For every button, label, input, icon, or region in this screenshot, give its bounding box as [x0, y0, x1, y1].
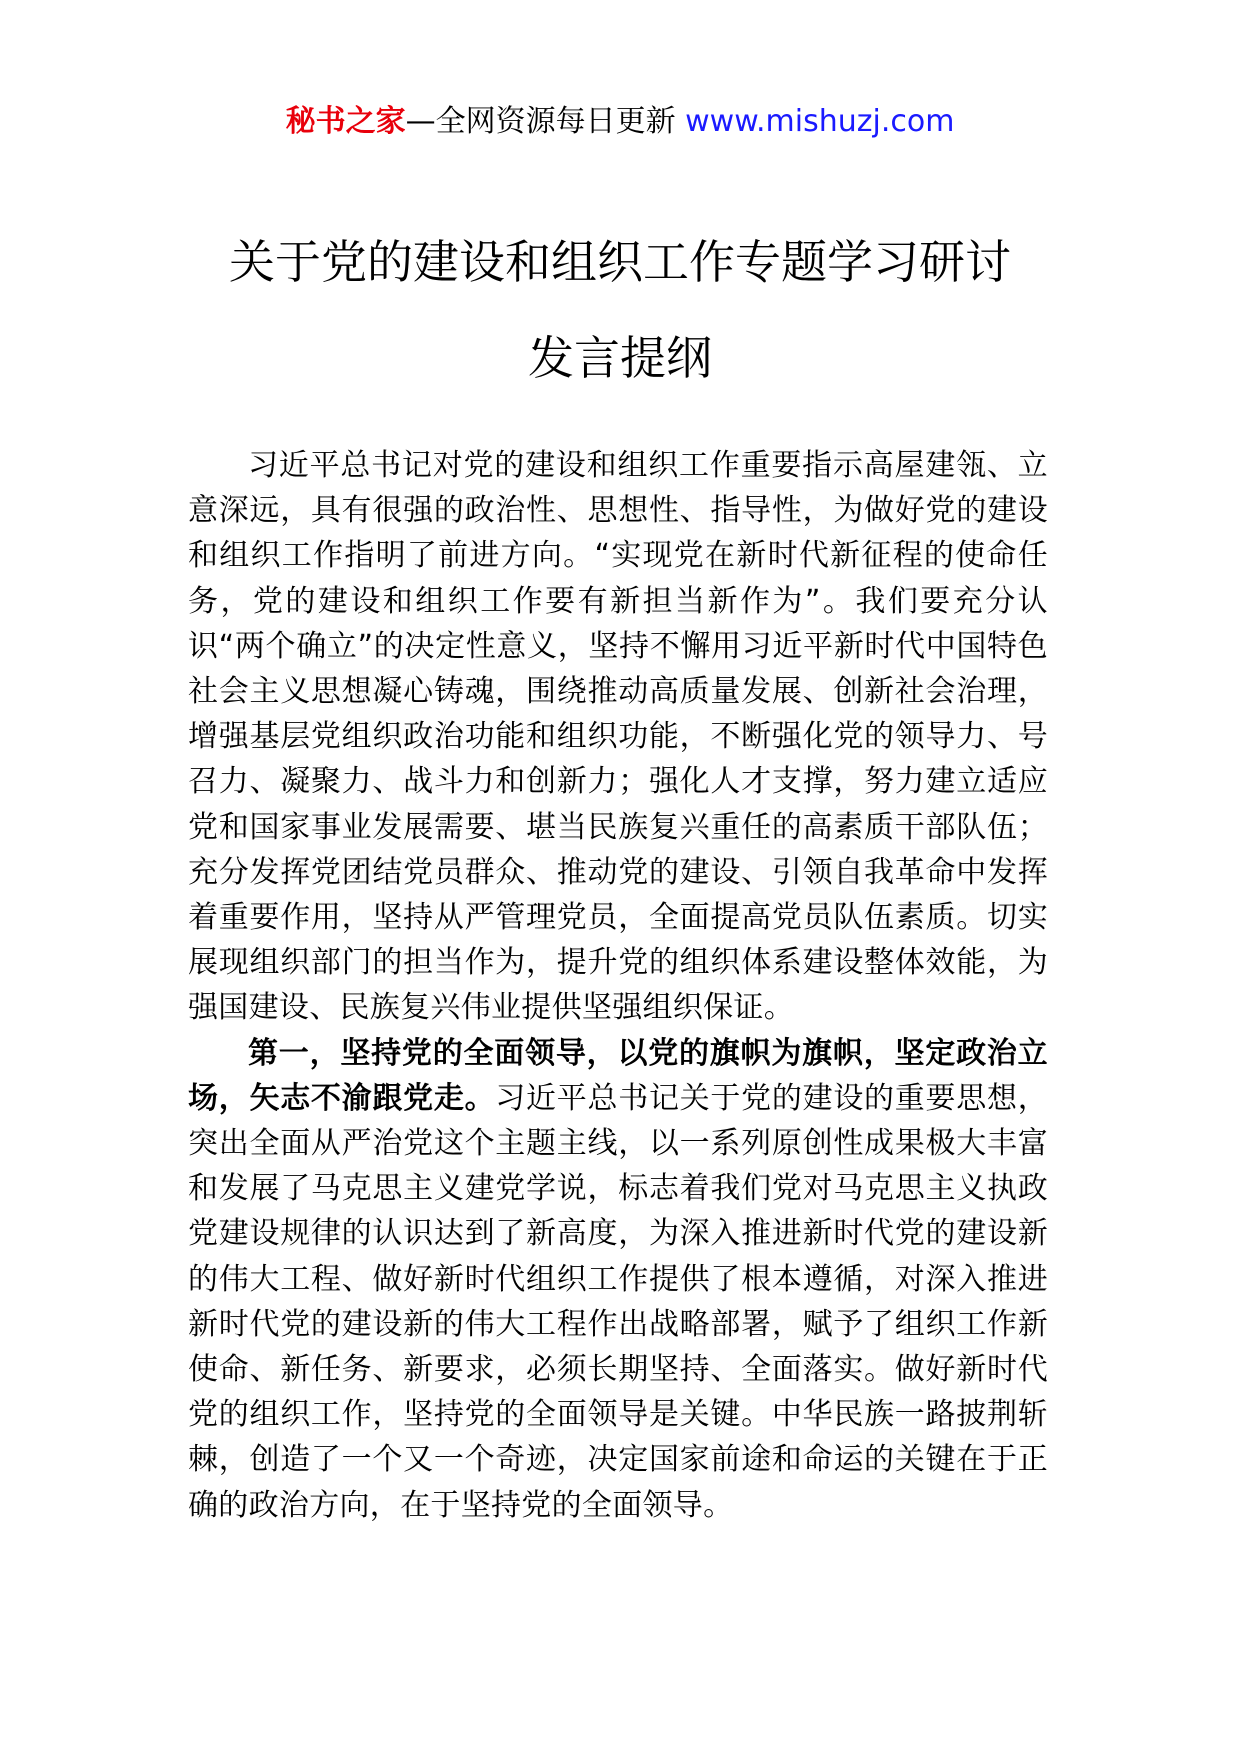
header-tagline: —全网资源每日更新 [405, 104, 686, 139]
document-body [188, 443, 1048, 1528]
site-url-link[interactable]: www.mishuzj.com [685, 104, 955, 139]
paragraph-intro: 习近平总书记对党的建设和组织工作重要指示高屋建瓴、立意深远，具有很强的政治性、思想性、指导性，为做好党的建设和组织工作指明了前进方向。“实现党在新时代新征程的使命任务，党的建设和组织工作要有新担当新作为”。我们要充分认识“两个确立”的决定性意义，坚持不懈用习近平新时代中国特色社会主义思想凝心铸魂，围绕推动高质量发展、创新社会治理，增强基层党组织政治功能和组织功能，不断强化党的领导力、号召力、凝聚力、战斗力和创新力；强化人才支撑，努力建立适应党和国家事业发展需要、堪当民族复兴重任的高素质干部队伍；充分发挥党团结党员群众、推动党的建设、引领自我革命中发挥着重要作用，坚持从严管理党员，全面提高党员队伍素质。切实展现组织部门的担当作为，提升党的组织体系建设整体效能，为强国建设、民族复兴伟业提供坚强组织保证。 [188, 448, 1048, 1026]
paragraph-lead-heading: 第一，坚持党的全面领导，以党的旗帜为旗帜，坚定政治立场，矢志不渝跟党走。 [188, 1035, 1048, 1116]
site-header [0, 100, 1240, 144]
paragraph-body-text: 习近平总书记关于党的建设的重要思想，突出全面从严治党这个主题主线，以一系列原创性成果极大丰富和发展了马克思主义建党学说，标志着我们党对马克思主义执政党建设规律的认识达到了新高度，为深入推进新时代党的建设新的伟大工程、做好新时代组织工作提供了根本遵循，对深入推进新时代党的建设新的伟大工程作出战略部署，赋予了组织工作新使命、新任务、新要求，必须长期坚持、全面落实。做好新时代党的组织工作，坚持党的全面领导是关键。中华民族一路披荆斩棘，创造了一个又一个奇迹，决定国家前途和命运的关键在于正确的政治方向，在于坚持党的全面领导。 [188, 1080, 1048, 1523]
document-title-line-2: 发言提纲 [528, 331, 712, 385]
brand-name: 秘书之家 [285, 104, 406, 139]
paragraph-first-point [188, 1031, 1048, 1528]
document-title-line-1: 关于党的建设和组织工作专题学习研讨 [229, 235, 1011, 289]
